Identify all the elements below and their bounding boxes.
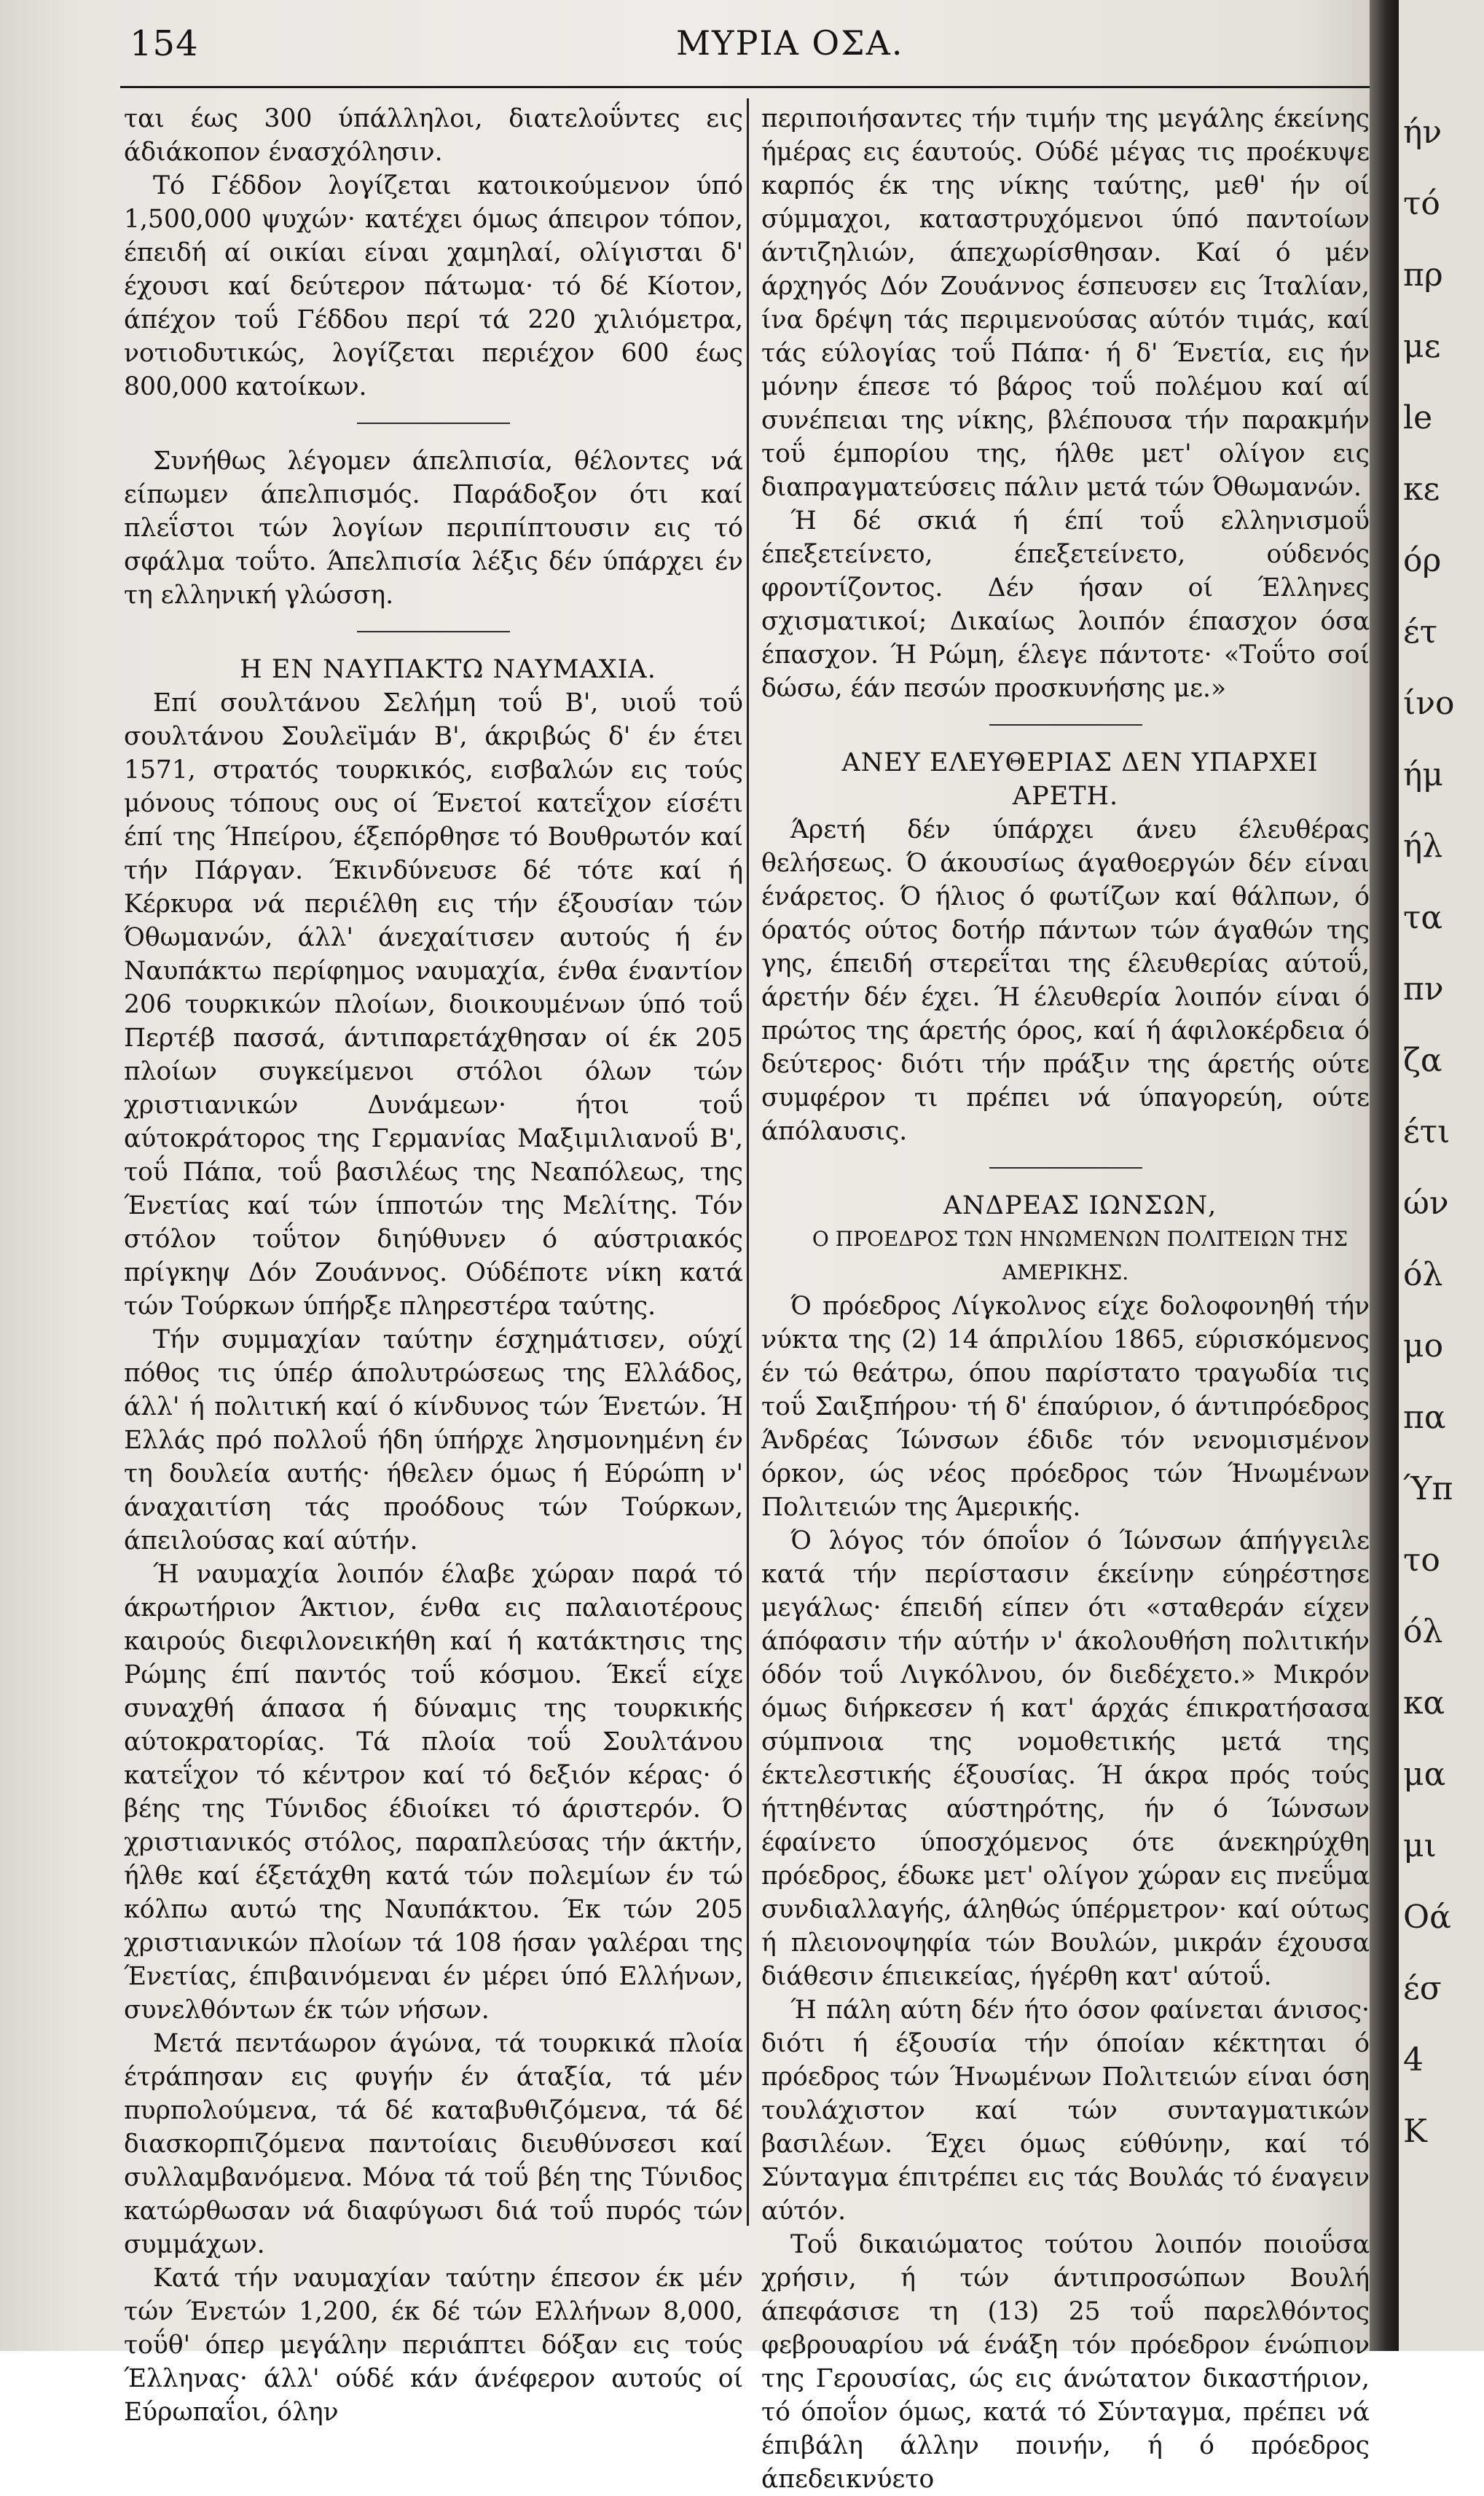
next-page-fragment: ζα [1403,1042,1442,1079]
next-page-fragment: όλ [1403,1613,1443,1650]
section-separator [989,724,1142,726]
book-spine-shadow [1370,0,1399,2351]
next-page-fragment: Κ [1403,2113,1427,2150]
next-page-fragment: μο [1403,1327,1444,1365]
paragraph: Επί σουλτάνου Σελήμη τοΰ Β', υιοΰ τοΰ σουλτάνου Σουλεϊμάν Β', άκριβώς δ' έν έτει 1571, στρατός τουρκικός, εισβαλών εις τούς μόνους τόπους ους οί Ένετοί κατεΐχον είσέτι έπί της Ήπείρου, έξεπόρθησε τό Βουθρωτόν καί τήν Πάργαν. Έκινδύνευσε δέ τότε καί ή Κέρκυρα νά περιέλθη εις τήν έξουσίαν τών Όθωμανών, άλλ' άνεχαίτισεν αυτούς ή έν Ναυπάκτω περίφημος ναυμαχία, ένθα έναντίον 206 τουρκικών πλοίων, διοικουμένων ύπό τοΰ Περτέβ πασσά, άντιπαρετάχθησαν οί έκ 205 πλοίων συγκείμενοι στόλοι όλων τών χριστιανικών Δυνάμεων· ήτοι τοΰ αύτοκράτορος της Γερμανίας Μαξιμιλιανοΰ Β', τοΰ Πάπα, τοΰ βασιλέως της Νεαπόλεως, της Ένετίας καί τών ίπποτών της Μελίτης. Τόν στόλον τοΰτον διηύθυνεν ό αύστριακός πρίγκηψ Δόν Ζουάννος. Ούδέποτε νίκη κατά τών Τούρκων ύπήρξε πληρεστέρα ταύτης. [124,688,743,1321]
next-page-fragment: ήμ [1403,756,1443,793]
next-page-fragment: μα [1403,1756,1446,1793]
left-column [124,102,743,2429]
article-heading: ΑΝΕΥ ΕΛΕΥΘΕΡΙΑΣ ΔΕΝ ΥΠΑΡΧΕΙ ΑΡΕΤΗ. [841,748,1319,811]
paragraph: Τοΰ δικαιώματος τούτου λοιπόν ποιοΰσα χρήσιν, ή τών άντιπροσώπων Βουλή άπεφάσισε τη (13) 25 τοΰ παρελθόντος φεβρουαρίου νά ένάξη τόν πρόεδρον ένώπιον της Γερουσίας, ώς εις άνώτατον δικαστήριον, τό όποΐον όμως, κατά τό Σύνταγμα, πρέπει νά έπιβάλη άλλην ποινήν, ή ό πρόεδρος άπεδεικνύετο [761,2230,1370,2494]
next-page-fragment: τα [1403,899,1443,936]
article-heading: Η ΕΝ ΝΑΥΠΑΚΤΩ ΝΑΥΜΑΧΙΑ. [240,655,656,684]
next-page-fragment: πρ [1403,256,1443,294]
next-page-fragment: Ύπ [1403,1470,1453,1507]
paragraph: Ό λόγος τόν όποΐον ό Ίώνσων άπήγγειλε κατά τήν περίστασιν έκείνην εύηρέστησε μεγάλως· έπειδή είπεν ότι «σταθεράν είχεν άπόφασιν τήν αύτήν ν' άκολουθήση πολιτικήν όδόν τοΰ Λιγκόλνου, όν διεδέχετο.» Μικρόν όμως διήρκεσεν ή κατ' άρχάς έπικρατήσασα σύμπνοια της νομοθετικής μετά της έκτελεστικής έξουσίας. Ή άκρα πρός τούς ήττηθέντας αύστηρότης, ήν ό Ίώνσων έφαίνετο ύποσχόμενος ότε άνεκηρύχθη πρόεδρος, έδωκε μετ' ολίγον χώραν εις πνεΰμα συνδιαλλαγής, άληθώς ύπέρμετρον· καί ούτως ή πλειονοψηφία τών Βουλών, μικράν έχουσα διάθεσιν έπιεικείας, ήγέρθη κατ' αύτοΰ. [761,1526,1370,1991]
next-page-fragment: πα [1403,1399,1446,1436]
next-page-fragment: έσ [1403,1970,1442,2007]
page-number: 154 [130,23,199,64]
paragraph: Ό πρόεδρος Λίγκολνος είχε δολοφονηθή τήν νύκτα της (2) 14 άπριλίου 1865, εύρισκόμενος έν τώ θεάτρω, όπου παρίστατο τραγωδία τις τοΰ Σαιξπήρου· τή δ' έπαύριον, ό άντιπρόεδρος Άνδρέας Ίώνσων έδιδε τόν νενομισμένον όρκον, ώς νέος πρόεδρος τών Ήνωμένων Πολιτειών της Άμερικής. [761,1292,1370,1522]
page-header [130,23,1368,74]
next-page-fragment: 4 [1403,2041,1424,2079]
next-page-fragment: όλ [1403,1256,1443,1293]
next-page-fragment: έτ [1403,613,1438,651]
column-divider [747,98,749,2226]
paragraph: Μετά πεντάωρον άγώνα, τά τουρκικά πλοία έτράπησαν εις φυγήν έν άταξία, τά μέν πυρπολούμενα, τά δέ καταβυθιζόμενα, τά δέ διασκορπιζόμενα παντοίαις διευθύνσεσι καί συλλαμβανόμενα. Μόνα τά τοΰ βέη της Τύνιδος κατώρθωσαν νά διαφύγωσι διά τοΰ πυρός τών συμμάχων. [124,2029,743,2259]
next-page-fragment: ίνο [1403,685,1455,722]
paragraph: Κατά τήν ναυμαχίαν ταύτην έπεσον έκ μέν τών Ένετών 1,200, έκ δέ τών Ελλήνων 8,000, τοΰθ' όπερ μεγάλην περιάπτει δόξαν εις τούς Έλληνας· άλλ' ούδέ κάν άνέφερον αυτούς οί Εύρωπαΐοι, όλην [124,2264,743,2427]
paragraph: Συνήθως λέγομεν άπελπισία, θέλοντες νά είπωμεν άπελπισμός. Παράδοξον ότι καί πλεΐστοι τών λογίων περιπίπτουσιν εις τό σφάλμα τοΰτο. Άπελπισία λέξις δέν ύπάρχει έν τη ελληνική γλώσση. [124,447,743,610]
next-page-fragment: με [1403,328,1441,365]
next-page-fragment: ών [1403,1185,1449,1222]
running-title: ΜΥΡΙΑ ΟΣΑ. [676,23,904,63]
header-rule [120,86,1373,88]
paragraph: Ή πάλη αύτη δέν ήτο όσον φαίνεται άνισος· διότι ή έξουσία τήν όποίαν κέκτηται ό πρόεδρος τών Ήνωμένων Πολιτειών είναι όση τουλάχιστον καί τών συνταγματικών βασιλέων. Έχει όμως εύθύνην, καί τό Σύνταγμα έπιτρέπει εις τάς Βουλάς τό έναγειν αύτόν. [761,1995,1370,2226]
next-page-fragment: τό [1403,185,1440,222]
section-separator [357,631,510,632]
next-page-fragment: όρ [1403,542,1442,579]
paragraph: περιποιήσαντες τήν τιμήν της μεγάλης έκείνης ήμέρας εις έαυτούς. Ούδέ μέγας τις προέκυψε καρπός έκ της νίκης ταύτης, μεθ' ήν οί σύμμαχοι, καταστρυχόμενοι ύπό παντοίων άντιζηλιών, άπεχωρίσθησαν. Καί ό μέν άρχηγός Δόν Ζουάννος έσπευσεν εις Ίταλίαν, ίνα δρέψη τάς περιμενούσας αύτόν τιμάς, καί τάς εύλογίας τοΰ Πάπα· ή δ' Ένετία, εις ήν μόνην έπεσε τό βάρος τοΰ πολέμου καί αί συνέπειαι της νίκης, βλέπουσα τήν παρακμήν τοΰ έμπορίου της, ήλθε μετ' ολίγον εις διαπραγματεύσεις πάλιν μετά τών Όθωμανών. [761,104,1370,502]
paragraph: ται έως 300 ύπάλληλοι, διατελοΰντες εις άδιάκοπον ένασχόλησιν. [124,104,743,167]
next-page-fragment: μι [1403,1827,1437,1864]
next-page-fragment: le [1403,399,1433,436]
article-subheading: Ο ΠΡΟΕΔΡΟΣ ΤΩΝ ΗΝΩΜΕΝΩΝ ΠΟΛΙΤΕΙΩΝ ΤΗΣ ΑΜΕΡΙΚΗΣ. [812,1227,1348,1284]
next-page-fragment: το [1403,1542,1440,1579]
right-column [761,102,1370,2496]
next-page-fragment: ήλ [1403,828,1443,865]
adjacent-page-edge [1399,0,1484,2351]
paragraph: Ή ναυμαχία λοιπόν έλαβε χώραν παρά τό άκρωτήριον Άκτιον, ένθα εις παλαιοτέρους καιρούς διεφιλονεικήθη καί ή κατάκτησις της Ρώμης έπί παντός τοΰ κόσμου. Έκεΐ είχε συναχθή άπασα ή δύναμις της τουρκικής αύτοκρατορίας. Τά πλοία τοΰ Σουλτάνου κατεΐχον τό κέντρον καί τό δεξιόν κέρας· ό βέης της Τύνιδος έδιοίκει τό άριστερόν. Ό χριστιανικός στόλος, παραπλεύσας τήν άκτήν, ήλθε καί έξετάχθη κατά τών πολεμίων έν τώ κόλπω αυτώ της Ναυπάκτου. Έκ τών 205 χριστιανικών πλοίων τά 108 ήσαν γαλέραι της Ένετίας, έπιβαινόμεναι έν μέρει ύπό Ελλήνων, συνελθόντων έκ τών νήσων. [124,1560,743,2025]
section-separator [989,1167,1142,1169]
paragraph: Τό Γέδδον λογίζεται κατοικούμενον ύπό 1,500,000 ψυχών· κατέχει όμως άπειρον τόπον, έπειδή αί οικίαι είναι χαμηλαί, ολίγισται δ' έχουσι καί δεύτερον πάτωμα· τό δέ Κίοτον, άπέχον τοΰ Γέδδου περί τά 220 χιλιόμετρα, νοτιοδυτικώς, λογίζεται περιέχον 600 έως 800,000 κατοίκων. [124,171,743,401]
next-page-fragment: έτι [1403,1113,1450,1150]
next-page-fragment: πν [1403,970,1444,1008]
article-heading: ΑΝΔΡΕΑΣ ΙΩΝΣΩΝ, [943,1191,1217,1220]
paragraph: Άρετή δέν ύπάρχει άνευ έλευθέρας θελήσεως. Ό άκουσίως άγαθοεργών δέν είναι ένάρετος. Ό ήλιος ό φωτίζων καί θάλπων, ό όρατός ούτος δοτήρ πάντων τών άγαθών της γης, έπειδή στερεΐται της έλευθερίας αύτοΰ, άρετήν δέν έχει. Ή έλευθερία λοιπόν είναι ό πρώτος της άρετής όρος, καί ή άφιλοκέρδεια ό δεύτερος· διότι τήν πράξιν της άρετής ούτε συμφέρον τι πρέπει νά ύπαγορεύη, ούτε άπόλαυσις. [761,815,1370,1146]
paragraph: Ή δέ σκιά ή έπί τοΰ ελληνισμοΰ έπεξετείνετο, έπεξετείνετο, ούδενός φροντίζοντος. Δέν ήσαν οί Έλληνες σχισματικοί; Δικαίως λοιπόν έπασχον όσα έπασχον. Ή Ρώμη, έλεγε πάντοτε· «Τοΰτο σοί δώσω, έάν πεσών προσκυνήσης με.» [761,506,1370,703]
next-page-fragment: κα [1403,1684,1445,1722]
next-page-fragment: Οά [1403,1899,1451,1936]
next-page-fragment: κε [1403,471,1440,508]
next-page-fragment: ήν [1403,114,1442,151]
paragraph: Τήν συμμαχίαν ταύτην έσχημάτισεν, ούχί πόθος τις ύπέρ άπολυτρώσεως της Ελλάδος, άλλ' ή πολιτική καί ό κίνδυνος τών Ένετών. Ή Ελλάς πρό πολλοΰ ήδη ύπήρχε λησμονημένη έν τη δουλεία αυτής· ήθελεν όμως ή Εύρώπη ν' άναχαιτίση τάς προόδους τών Τούρκων, άπειλούσας καί αύτήν. [124,1325,743,1555]
section-separator [357,423,510,424]
